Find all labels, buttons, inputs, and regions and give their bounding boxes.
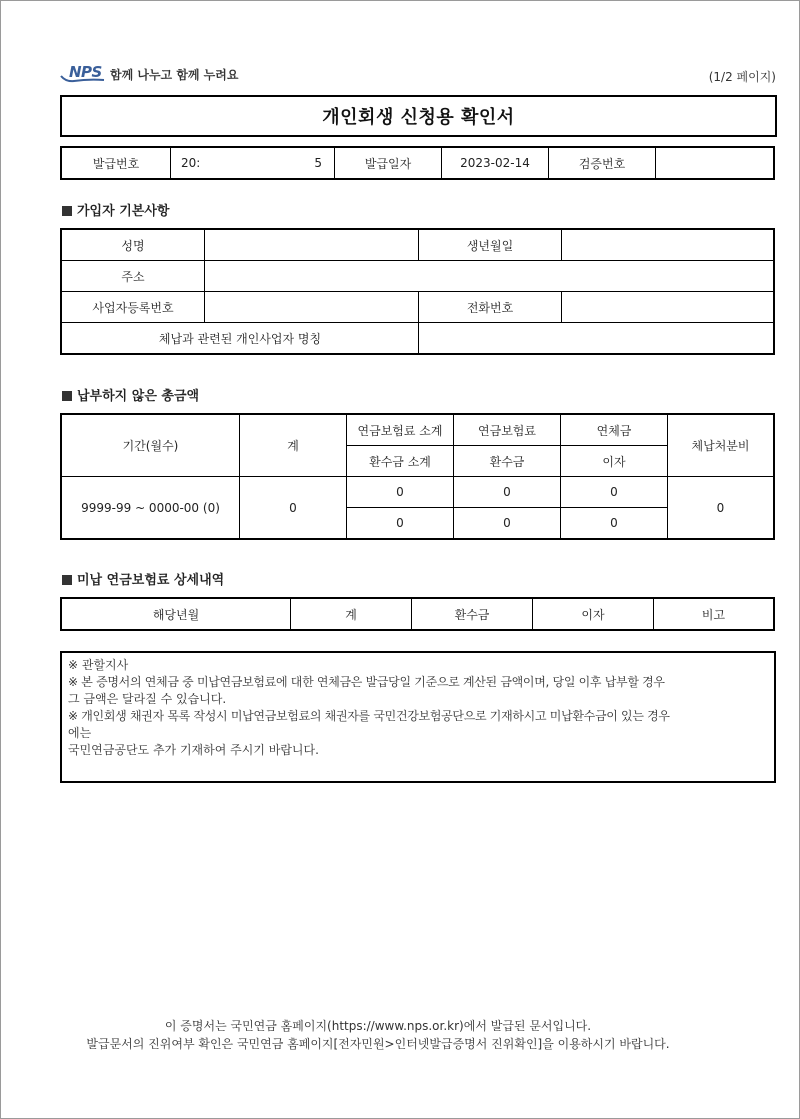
name-label: 성명 [61, 229, 205, 261]
premium-subtotal-header: 연금보험료 소계 [347, 414, 454, 446]
address-value [205, 261, 775, 292]
interest-value: 0 [561, 508, 668, 540]
premium-header: 연금보험료 [454, 414, 561, 446]
premium-subtotal-value: 0 [347, 477, 454, 508]
square-bullet-icon [62, 206, 72, 216]
page-indicator: (1/2 페이지) [708, 70, 776, 84]
notes-box [60, 651, 776, 783]
late-fee-value: 0 [561, 477, 668, 508]
period-header: 기간(월수) [61, 414, 240, 477]
document-title: 개인회생 신청용 확인서 [322, 107, 515, 128]
detail-col-interest: 이자 [533, 598, 654, 630]
unpaid-detail-table [60, 597, 775, 631]
unpaid-total-section-title [62, 385, 199, 404]
issue-number-end: 5 [314, 156, 322, 170]
note-line: 그 금액은 달라질 수 있습니다. [68, 692, 227, 706]
issue-date-value: 2023-02-14 [442, 147, 549, 179]
note-line: ※ 관할지사 [68, 658, 129, 672]
detail-col-remarks: 비고 [654, 598, 775, 630]
square-bullet-icon [62, 391, 72, 401]
period-value: 9999-99 ~ 0000-00 (0) [61, 477, 240, 540]
issue-number-value [171, 147, 335, 179]
phone-label: 전화번호 [419, 292, 562, 323]
square-bullet-icon [62, 575, 72, 585]
arrears-biz-label: 체납과 관련된 개인사업자 명칭 [61, 323, 419, 355]
unpaid-total-table [60, 413, 775, 540]
refund-header: 환수금 [454, 446, 561, 477]
detail-col-total: 계 [291, 598, 412, 630]
slogan: 함께 나누고 함께 누려요 [110, 67, 239, 82]
refund-subtotal-value: 0 [347, 508, 454, 540]
biz-reg-label: 사업자등록번호 [61, 292, 205, 323]
issue-info-table [60, 146, 775, 180]
detail-col-refund: 환수금 [412, 598, 533, 630]
nps-logo-icon [60, 63, 106, 85]
note-line: ※ 본 증명서의 연체금 중 미납연금보험료에 대한 연체금은 발급당일 기준으로 계산된 금액이며, 당일 이후 납부할 경우 [68, 675, 665, 689]
interest-header: 이자 [561, 446, 668, 477]
document-header [60, 62, 776, 86]
verify-number-value [656, 147, 775, 179]
unpaid-detail-section-label: 미납 연금보험료 상세내역 [77, 573, 225, 588]
detail-col-year-month: 해당년월 [61, 598, 291, 630]
note-line: 에는 [68, 726, 92, 740]
refund-value: 0 [454, 508, 561, 540]
document-title-box [60, 95, 777, 137]
unpaid-detail-section-title [62, 569, 224, 588]
basic-info-section-label: 가입자 기본사항 [77, 204, 170, 219]
refund-subtotal-header: 환수금 소계 [347, 446, 454, 477]
disposition-cost-value: 0 [668, 477, 775, 540]
birth-label: 생년월일 [419, 229, 562, 261]
birth-value [562, 229, 775, 261]
issue-number-start: 20: [181, 156, 201, 170]
footer-line-2: 발급문서의 진위여부 확인은 국민연금 홈페이지[전자민원>인터넷발급증명서 진위확인]을 이용하시기 바랍니다. [86, 1037, 670, 1051]
basic-info-section-title [62, 200, 169, 219]
note-line: ※ 개인회생 채권자 목록 작성시 미납연금보험료의 채권자를 국민건강보험공단으로 기재하시고 미납환수금이 있는 경우 [68, 709, 670, 723]
footer-line-1: 이 증명서는 국민연금 홈페이지(https://www.nps.or.kr)에서 발급된 문서입니다. [164, 1019, 592, 1033]
total-header: 계 [240, 414, 347, 477]
phone-value [562, 292, 775, 323]
name-value [205, 229, 419, 261]
arrears-biz-value [419, 323, 775, 355]
late-fee-header: 연체금 [561, 414, 668, 446]
issue-date-label: 발급일자 [335, 147, 442, 179]
basic-info-table [60, 228, 775, 355]
total-value: 0 [240, 477, 347, 540]
nps-logo [60, 62, 238, 86]
logo-text: NPS [69, 63, 102, 81]
biz-reg-value [205, 292, 419, 323]
premium-value: 0 [454, 477, 561, 508]
unpaid-total-section-label: 납부하지 않은 총금액 [77, 389, 200, 404]
issue-number-label: 발급번호 [61, 147, 171, 179]
disposition-cost-header: 체납처분비 [668, 414, 775, 477]
note-line: 국민연금공단도 추가 기재하여 주시기 바랍니다. [68, 743, 319, 757]
address-label: 주소 [61, 261, 205, 292]
verify-number-label: 검증번호 [549, 147, 656, 179]
